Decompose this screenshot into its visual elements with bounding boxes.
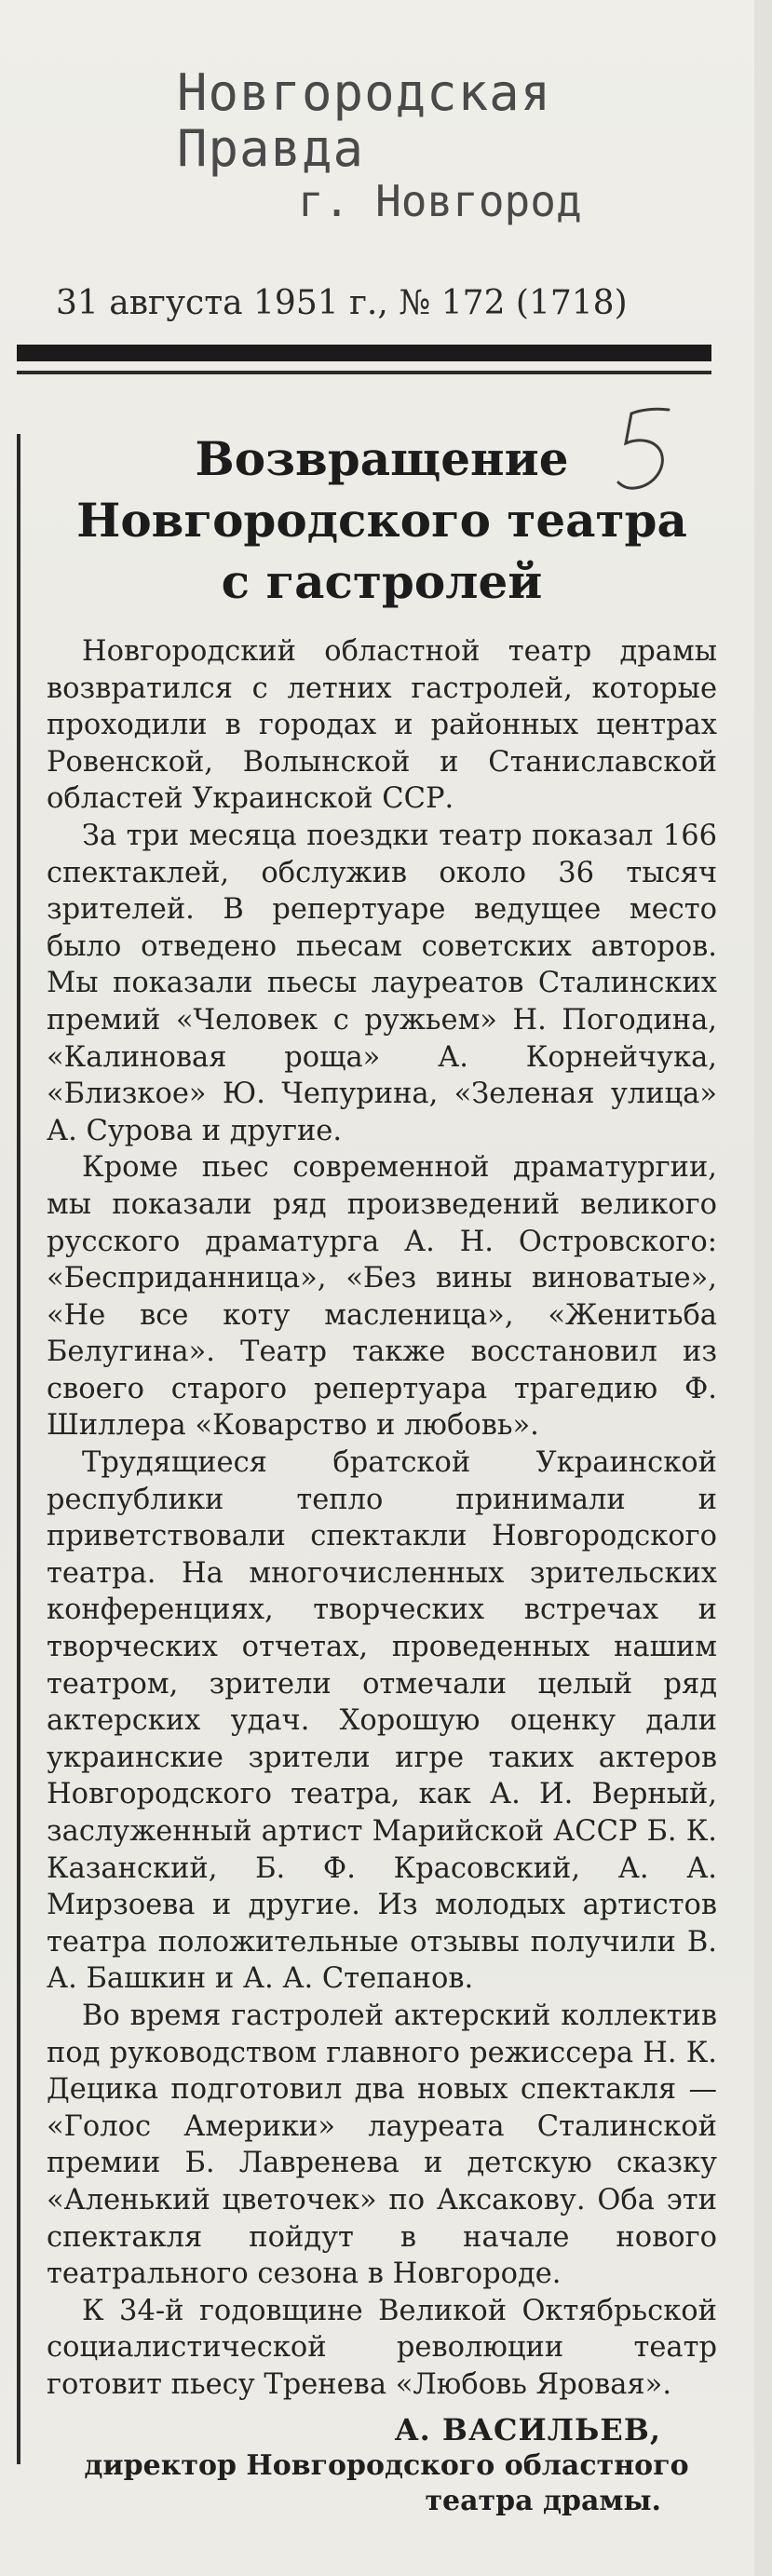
column-rule bbox=[17, 434, 20, 2464]
article-paragraph: Трудящиеся братской Украинской республики тепло принимали и приветствовали спектакли Новгородского театра. На многочисленных зрительских конференциях, творческих встречах и творческих отчетах, проведенных нашим театром, зрители отмечали целый ряд актерских удач. Хорошую оценку дали украинские зрители игре таких актеров Новгородского театра, как А. И. Верный, заслуженный артист Марийской АССР Б. К. Казанский, Б. Ф. Красовский, А. А. Мирзоева и другие. Из молодых артистов театра положительные отзывы получили В. А. Башкин и А. А. Степанов. bbox=[47, 1446, 717, 1996]
article-paragraph: К 34-й годовщине Великой Октябрьской социалистической революции театр готовит пьесу Тренева «Любовь Яровая». bbox=[47, 2294, 717, 2401]
article bbox=[47, 428, 717, 2519]
article-paragraph: За три месяца поездки театр показал 166 спектаклей, обслужив около 36 тысяч зрителей. В репертуаре ведущее место было отведено пьесам советских авторов. Мы показали пьесы лауреатов Сталинских премий «Человек с ружьем» Н. Погодина, «Калиновая роща» А. Корнейчука, «Близкое» Ю. Чепурина, «Зеленая улица» А. Сурова и другие. bbox=[47, 819, 717, 1147]
headline-line: Новгородского театра bbox=[76, 493, 687, 548]
article-paragraph: Кроме пьес современной драматургии, мы показали ряд произведений великого русского драматурга А. Н. Островского: «Бесприданница», «Без вины виноватые», «Не все коту масленица», «Женитьба Белугина». Театр также восстановил из своего старого репертуара трагедию Ф. Шиллера «Коварство и любовь». bbox=[47, 1151, 717, 1443]
author-title: директор Новгородского областного bbox=[84, 2448, 689, 2482]
signature-block bbox=[47, 2411, 717, 2519]
header-rule-thick bbox=[17, 345, 711, 361]
stamp-newspaper-name: Новгородская Правда bbox=[177, 63, 552, 178]
page-edge bbox=[754, 0, 772, 2576]
article-body bbox=[47, 633, 717, 2404]
header-rule-thin bbox=[17, 371, 711, 374]
article-paragraph: Новгородский областной театр драмы возвратился с летних гастролей, которые проходили в городах и районных центрах Ровенской, Волынской и Станиславской областей Украинской ССР. bbox=[47, 635, 717, 816]
headline-line: Возвращение bbox=[195, 431, 569, 486]
headline-line: с гастролей bbox=[221, 554, 543, 609]
author-title-continued: театра драмы. bbox=[425, 2484, 661, 2517]
newspaper-stamp bbox=[177, 65, 698, 225]
stamp-city: г. Новгород bbox=[298, 176, 582, 226]
author-name: А. ВАСИЛЬЕВ, bbox=[394, 2411, 661, 2447]
article-headline bbox=[47, 428, 717, 613]
issue-date-line: 31 августа 1951 г., № 172 (1718) bbox=[56, 284, 628, 322]
article-paragraph: Во время гастролей актерский коллектив под руководством главного режиссера Н. К. Децика подготовил два новых спектакля — «Голос Америки» лауреата Сталинской премии Б. Лавренева и детскую сказку «Аленький цветочек» по Аксакову. Оба эти спектакля пойдут в начале нового театрального сезона в Новгороде. bbox=[47, 1999, 717, 2291]
